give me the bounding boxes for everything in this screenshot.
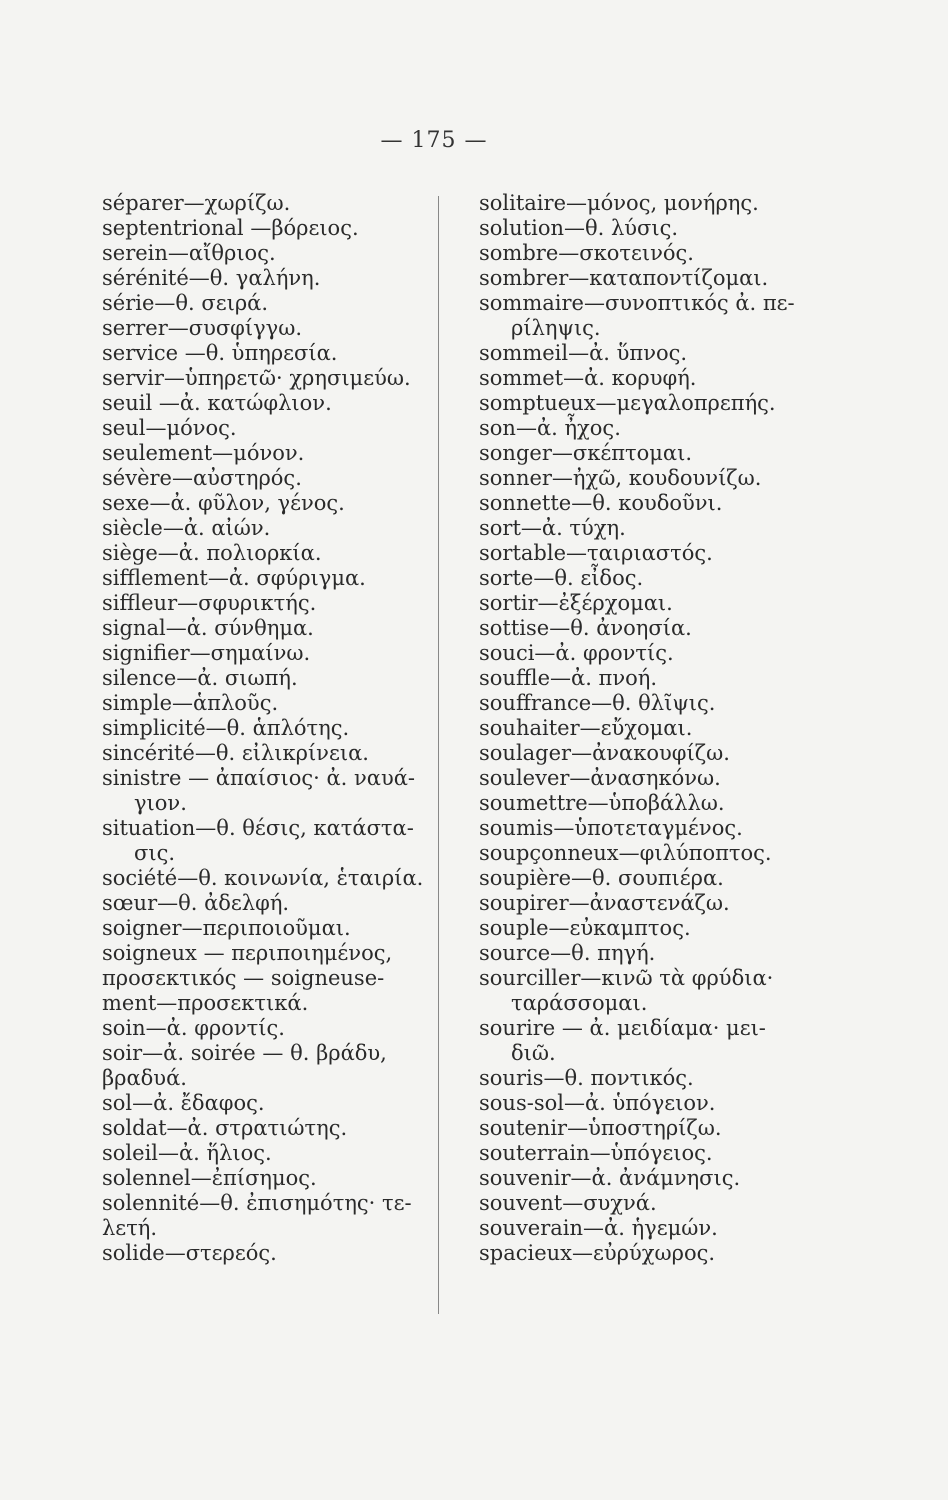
dictionary-entry: souffle—ἀ. πνοή. <box>479 666 658 690</box>
column-divider <box>438 196 439 1314</box>
dictionary-entry: sourire — ἀ. μειδίαμα· μει- <box>479 1016 766 1040</box>
dictionary-entry: sifflement—ἀ. σφύριγμα. <box>102 566 366 590</box>
dictionary-entry: siffleur—σφυρικτής. <box>102 591 317 615</box>
dictionary-entry: ment—προσεκτικά. <box>102 991 309 1015</box>
dictionary-entry: sous-sol—ἀ. ὑπόγειον. <box>479 1091 716 1115</box>
dictionary-entry: souvent—συχνά. <box>479 1191 657 1215</box>
dictionary-entry: σις. <box>134 841 176 865</box>
dictionary-entry: solide—στερεός. <box>102 1241 277 1265</box>
right-column <box>479 191 824 1266</box>
dictionary-entry: source—θ. πηγή. <box>479 941 656 965</box>
dictionary-entry: solennité—θ. ἐπισημότης· τε- <box>102 1191 412 1215</box>
dictionary-entry: sommet—ἀ. κορυφή. <box>479 366 697 390</box>
dictionary-entry: soulager—ἀνακουφίζω. <box>479 741 730 765</box>
dictionary-entry: soigner—περιποιοῦμαι. <box>102 916 351 940</box>
dictionary-entry: siège—ἀ. πολιορκία. <box>102 541 322 565</box>
dictionary-entry: sortable—ταιριαστός. <box>479 541 713 565</box>
dictionary-entry: sonnette—θ. κουδοῦνι. <box>479 491 723 515</box>
dictionary-entry: seuil —ἀ. κατώφλιον. <box>102 391 332 415</box>
dictionary-entry: sœur—θ. ἀδελφή. <box>102 891 290 915</box>
dictionary-entry: soigneux — περιποιημένος, <box>102 941 393 965</box>
dictionary-entry: servir—ὑπηρετῶ· χρησιμεύω. <box>102 366 411 390</box>
dictionary-entry: silence—ἀ. σιωπή. <box>102 666 298 690</box>
dictionary-entry: service —θ. ὑπηρεσία. <box>102 341 338 365</box>
dictionary-entry: soupirer—ἀναστενάζω. <box>479 891 730 915</box>
dictionary-entry: soupière—θ. σουπιέρα. <box>479 866 724 890</box>
dictionary-entry: βραδυά. <box>102 1066 187 1090</box>
dictionary-entry: simplicité—θ. ἁπλότης. <box>102 716 350 740</box>
dictionary-entry: somptueux—μεγαλοπρεπής. <box>479 391 776 415</box>
dictionary-entry: soulever—ἀνασηκόνω. <box>479 766 721 790</box>
dictionary-entry: ταράσσομαι. <box>511 991 648 1015</box>
dictionary-entry: sombre—σκοτεινός. <box>479 241 694 265</box>
dictionary-entry: signal—ἀ. σύνθημα. <box>102 616 314 640</box>
dictionary-entry: solennel—ἐπίσημος. <box>102 1166 317 1190</box>
dictionary-entry: solitaire—μόνος, μονήρης. <box>479 191 759 215</box>
dictionary-entry: soleil—ἀ. ἥλιος. <box>102 1141 272 1165</box>
dictionary-entry: ρίληψις. <box>511 316 601 340</box>
dictionary-entry: sol—ἀ. ἔδαφος. <box>102 1091 265 1115</box>
dictionary-entry: solution—θ. λύσις. <box>479 216 679 240</box>
dictionary-entry: spacieux—εὐρύχωρος. <box>479 1241 716 1265</box>
dictionary-entry: soumis—ὑποτεταγμένος. <box>479 816 743 840</box>
dictionary-entry: sommaire—συνοπτικός ἀ. πε- <box>479 291 795 315</box>
dictionary-entry: souvenir—ἀ. ἀνάμνησις. <box>479 1166 741 1190</box>
dictionary-entry: sort—ἀ. τύχη. <box>479 516 626 540</box>
dictionary-entry: souterrain—ὑπόγειος. <box>479 1141 713 1165</box>
dictionary-entry: septentrional —βόρειος. <box>102 216 359 240</box>
dictionary-entry: songer—σκέπτομαι. <box>479 441 692 465</box>
dictionary-entry: société—θ. κοινωνία, ἑταιρία. <box>102 866 424 890</box>
dictionary-entry: siècle—ἀ. αἰών. <box>102 516 271 540</box>
dictionary-entry: souffrance—θ. θλῖψις. <box>479 691 716 715</box>
dictionary-entry: sorte—θ. εἶδος. <box>479 566 644 590</box>
dictionary-entry: sérénité—θ. γαλήνη. <box>102 266 321 290</box>
left-column <box>102 191 447 1266</box>
dictionary-entry: sonner—ἠχῶ, κουδουνίζω. <box>479 466 762 490</box>
dictionary-entry: γιον. <box>134 791 187 815</box>
dictionary-entry: sourciller—κινῶ τὰ φρύδια· <box>479 966 774 990</box>
dictionary-entry: sexe—ἀ. φῦλον, γένος. <box>102 491 345 515</box>
dictionary-entry: séparer—χωρίζω. <box>102 191 291 215</box>
dictionary-entry: serein—αἴθριος. <box>102 241 276 265</box>
page-number: — 175 — <box>380 128 488 153</box>
dictionary-entry: sottise—θ. ἀνοησία. <box>479 616 692 640</box>
dictionary-entry: souverain—ἀ. ἡγεμών. <box>479 1216 718 1240</box>
dictionary-entry: διῶ. <box>511 1041 556 1065</box>
dictionary-entry: seulement—μόνον. <box>102 441 305 465</box>
dictionary-entry: série—θ. σειρά. <box>102 291 269 315</box>
dictionary-entry: son—ἀ. ἦχος. <box>479 416 621 440</box>
dictionary-entry: signifier—σημαίνω. <box>102 641 311 665</box>
dictionary-entry: soir—ἀ. soirée — θ. βράδυ, <box>102 1041 387 1065</box>
dictionary-entry: λετή. <box>102 1216 158 1240</box>
dictionary-entry: soldat—ἀ. στρατιώτης. <box>102 1116 348 1140</box>
dictionary-entry: soutenir—ὑποστηρίζω. <box>479 1116 722 1140</box>
dictionary-entry: seul—μόνος. <box>102 416 237 440</box>
dictionary-entry: sincérité—θ. εἰλικρίνεια. <box>102 741 369 765</box>
dictionary-entry: soupçonneux—φιλύποπτος. <box>479 841 772 865</box>
dictionary-entry: προσεκτικός — soigneuse- <box>102 966 385 990</box>
dictionary-entry: sinistre — ἀπαίσιος· ἀ. ναυά- <box>102 766 416 790</box>
dictionary-entry: soin—ἀ. φροντίς. <box>102 1016 285 1040</box>
dictionary-entry: souhaiter—εὔχομαι. <box>479 716 693 740</box>
dictionary-entry: souris—θ. ποντικός. <box>479 1066 694 1090</box>
dictionary-entry: serrer—συσφίγγω. <box>102 316 303 340</box>
dictionary-entry: sommeil—ἀ. ὕπνος. <box>479 341 688 365</box>
dictionary-entry: souple—εὐκαμπτος. <box>479 916 691 940</box>
dictionary-entry: sortir—ἐξέρχομαι. <box>479 591 673 615</box>
dictionary-entry: souci—ἀ. φροντίς. <box>479 641 674 665</box>
dictionary-entry: sévère—αὐστηρός. <box>102 466 302 490</box>
dictionary-entry: simple—ἁπλοῦς. <box>102 691 279 715</box>
dictionary-entry: situation—θ. θέσις, κατάστα- <box>102 816 414 840</box>
dictionary-entry: soumettre—ὑποβάλλω. <box>479 791 725 815</box>
dictionary-entry: sombrer—καταποντίζομαι. <box>479 266 769 290</box>
